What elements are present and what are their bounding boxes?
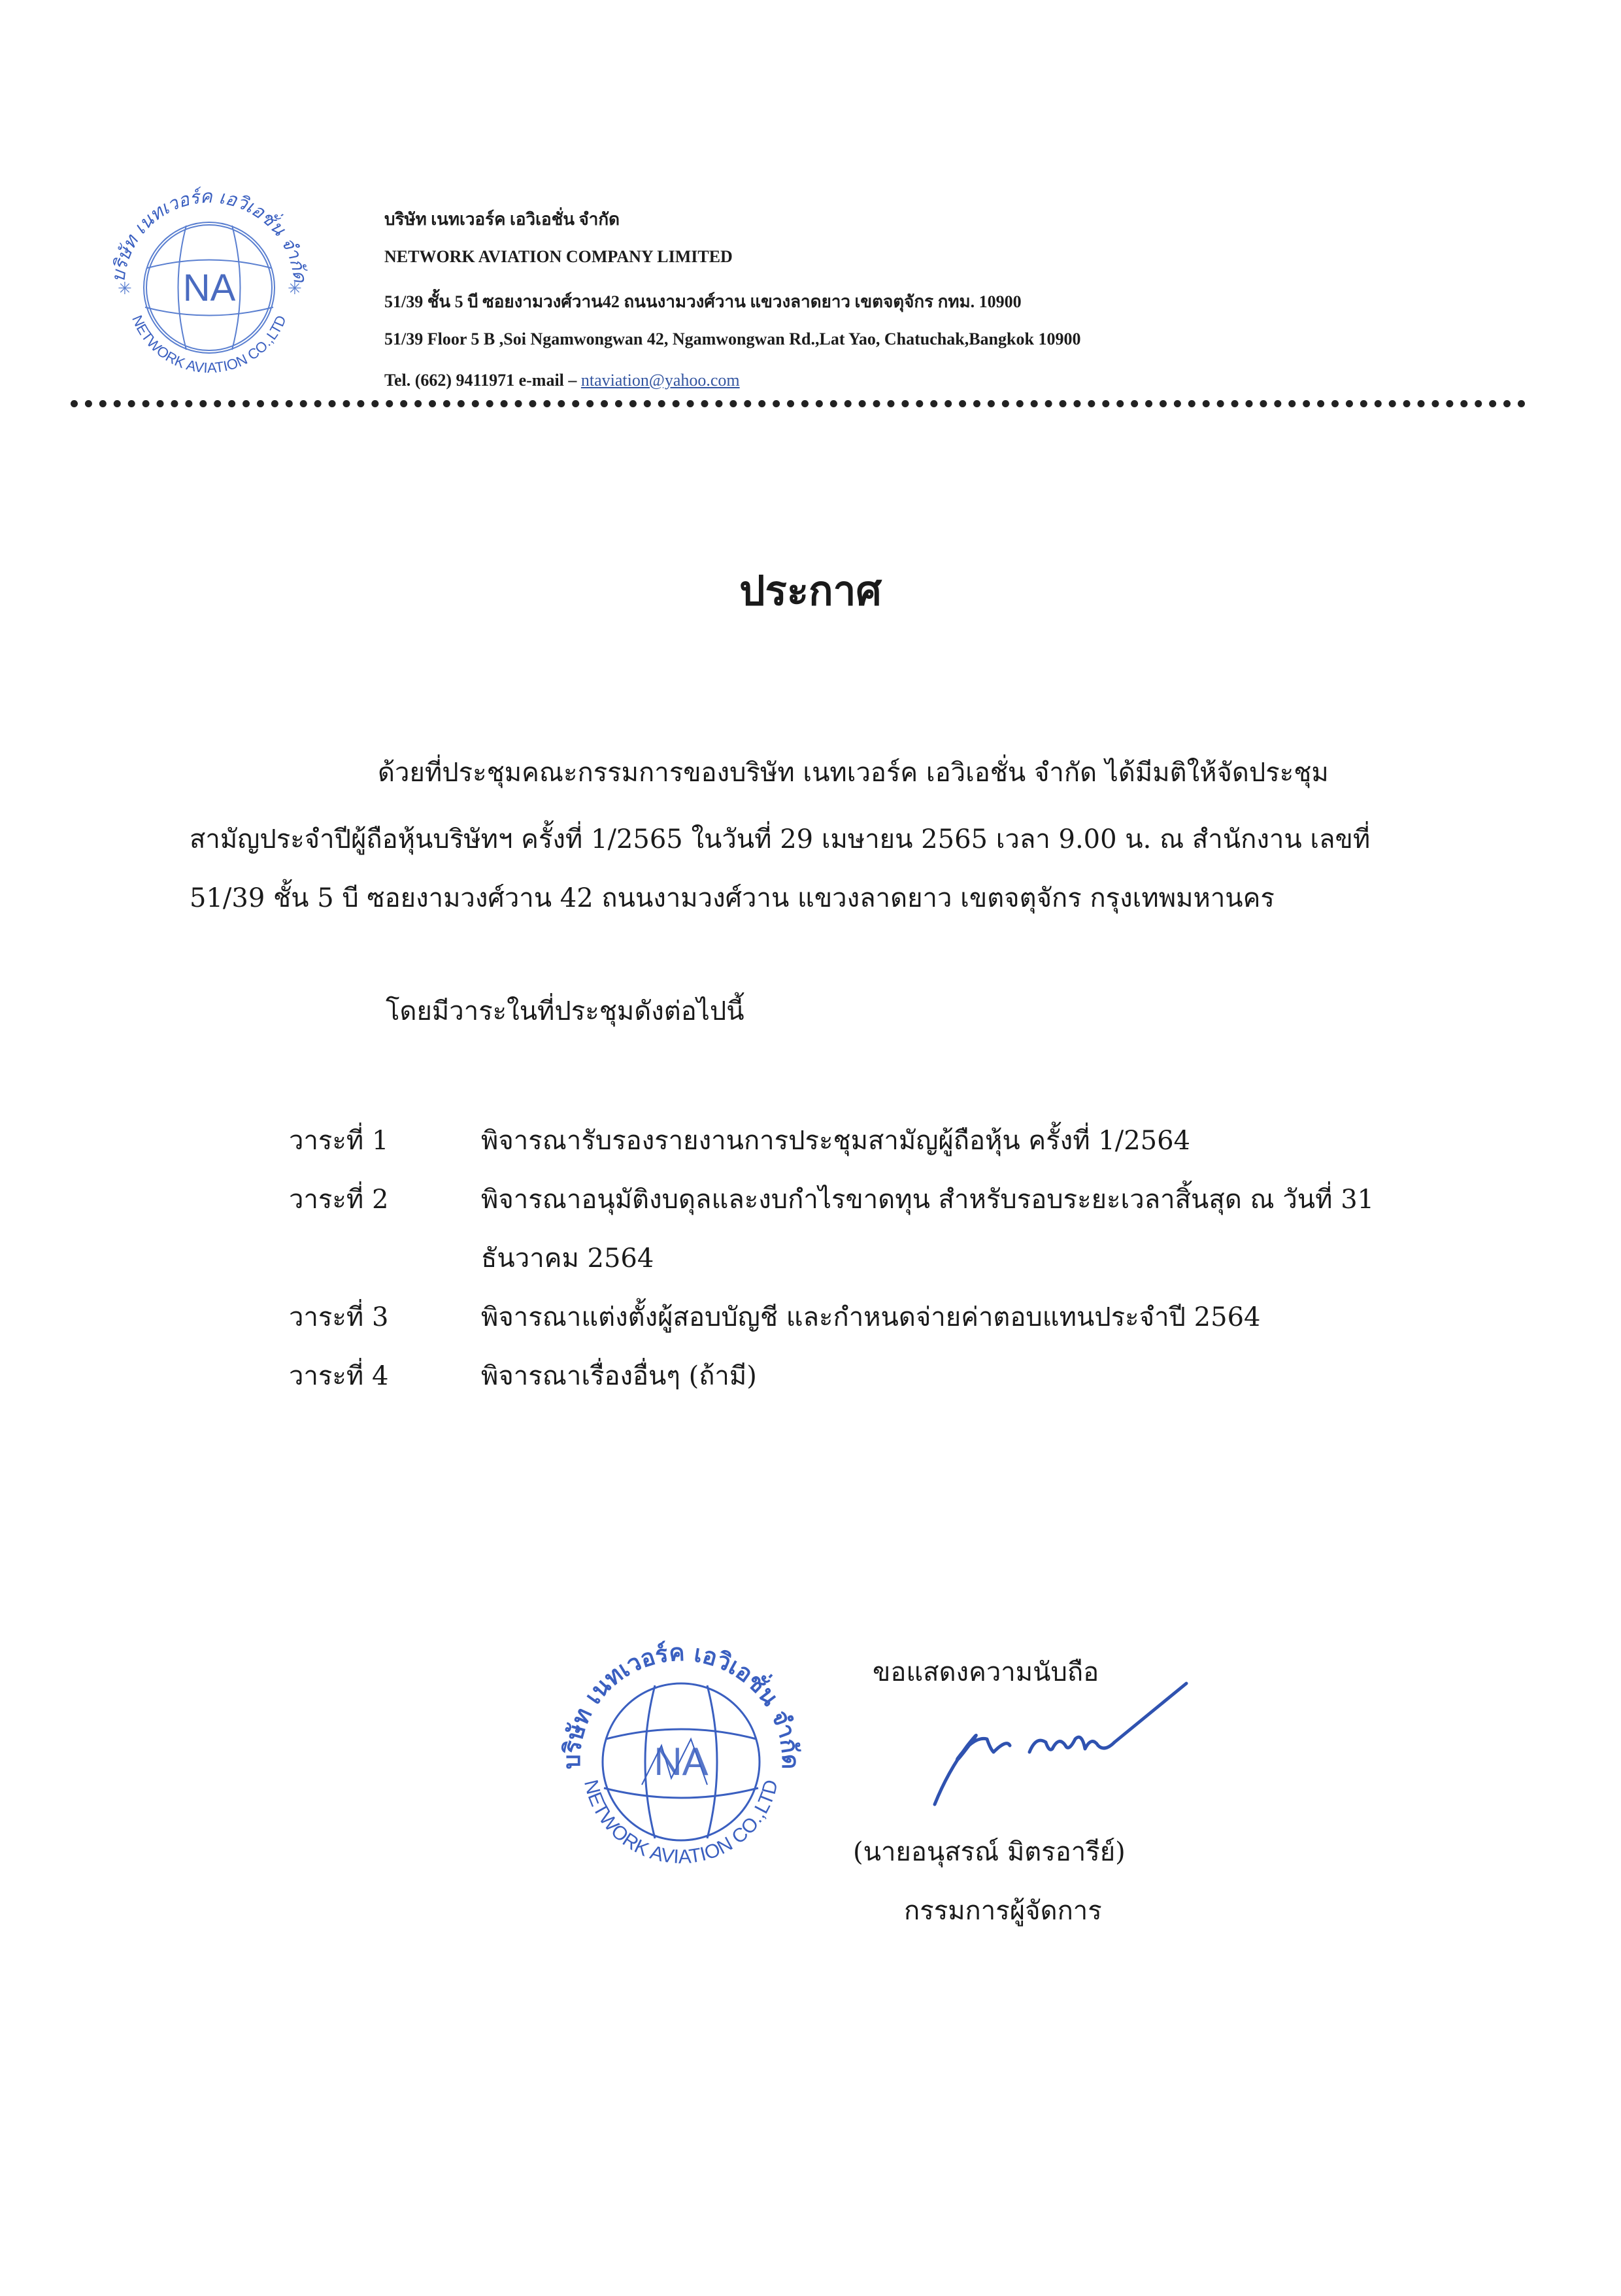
signer-name: (นายอนุสรณ์ มิตรอารีย์) [853, 1837, 1126, 1867]
svg-text:✳: ✳ [288, 279, 302, 299]
agenda-label-3: วาระที่ 3 [289, 1302, 389, 1332]
agenda-label-4: วาระที่ 4 [289, 1361, 389, 1391]
agenda-text-1: พิจารณารับรองรายงานการประชุมสามัญผู้ถือหุ้น ครั้งที่ 1/2564 [481, 1126, 1190, 1156]
intro-line-3: 51/39 ชั้น 5 บี ซอยงามวงศ์วาน 42 ถนนงามวงศ์วาน แขวงลาดยาว เขตจตุจักร กรุงเทพมหานคร [190, 883, 1275, 913]
svg-text:✳: ✳ [118, 279, 132, 299]
closing-greeting: ขอแสดงความนับถือ [873, 1657, 1099, 1687]
svg-text:บริษัท เนทเวอร์ค เอวิเอชั่น จำ: บริษัท เนทเวอร์ค เอวิเอชั่น จำกัด [558, 1638, 805, 1770]
svg-text:NA: NA [182, 267, 236, 309]
svg-text:NA: NA [654, 1740, 709, 1783]
signer-title: กรรมการผู้จัดการ [904, 1896, 1102, 1926]
agenda-intro: โดยมีวาระในที่ประชุมดังต่อไปนี้ [386, 996, 744, 1026]
contact-line [384, 371, 740, 390]
company-name-english: NETWORK AVIATION COMPANY LIMITED [384, 247, 733, 266]
email-link[interactable]: ntaviation@yahoo.com [580, 371, 740, 390]
document-title: ประกาศ [739, 567, 882, 615]
address-english: 51/39 Floor 5 B ,Soi Ngamwongwan 42, Ngamwongwan Rd.,Lat Yao, Chatuchak,Bangkok 10900 [384, 329, 1081, 348]
company-name-thai: บริษัท เนทเวอร์ค เอวิเอชั่น จำกัด [384, 210, 620, 229]
intro-line-2: สามัญประจำปีผู้ถือหุ้นบริษัทฯ ครั้งที่ 1/2565 ในวันที่ 29 เมษายน 2565 เวลา 9.00 น. ณ สำนักงาน เลขที่ [190, 824, 1371, 854]
company-logo [98, 177, 320, 392]
handwritten-signature [895, 1674, 1203, 1814]
address-thai: 51/39 ชั้น 5 บี ซอยงามวงศ์วาน42 ถนนงามวงศ์วาน แขวงลาดยาว เขตจตุจักร กทม. 10900 [384, 292, 1022, 311]
tel-label: Tel. (662) 9411971 e-mail – [384, 371, 581, 390]
svg-text:บริษัท เนทเวอร์ค เอวิเอชั่น จำ: บริษัท เนทเวอร์ค เอวิเอชั่น จำกัด [107, 185, 311, 284]
agenda-text-3: พิจารณาแต่งตั้งผู้สอบบัญชี และกำหนดจ่ายค่าตอบแทนประจำปี 2564 [481, 1302, 1261, 1332]
agenda-text-4: พิจารณาเรื่องอื่นๆ (ถ้ามี) [481, 1361, 757, 1391]
agenda-label-1: วาระที่ 1 [289, 1126, 389, 1156]
agenda-text-2: พิจารณาอนุมัติงบดุลและงบกำไรขาดทุน สำหรับรอบระยะเวลาสิ้นสุด ณ วันที่ 31 [481, 1185, 1375, 1215]
svg-text:NETWORK AVIATION CO.,LTD: NETWORK AVIATION CO.,LTD [129, 312, 290, 377]
svg-text:NETWORK AVIATION CO.,LTD: NETWORK AVIATION CO.,LTD [579, 1778, 783, 1868]
intro-line-1: ด้วยที่ประชุมคณะกรรมการของบริษัท เนทเวอร์ค เอวิเอชั่น จำกัด ได้มีมติให้จัดประชุม [378, 758, 1329, 788]
agenda-text-2-cont: ธันวาคม 2564 [481, 1243, 654, 1274]
letterhead-divider [71, 400, 1526, 407]
company-stamp [544, 1621, 818, 1896]
agenda-label-2: วาระที่ 2 [289, 1185, 389, 1215]
